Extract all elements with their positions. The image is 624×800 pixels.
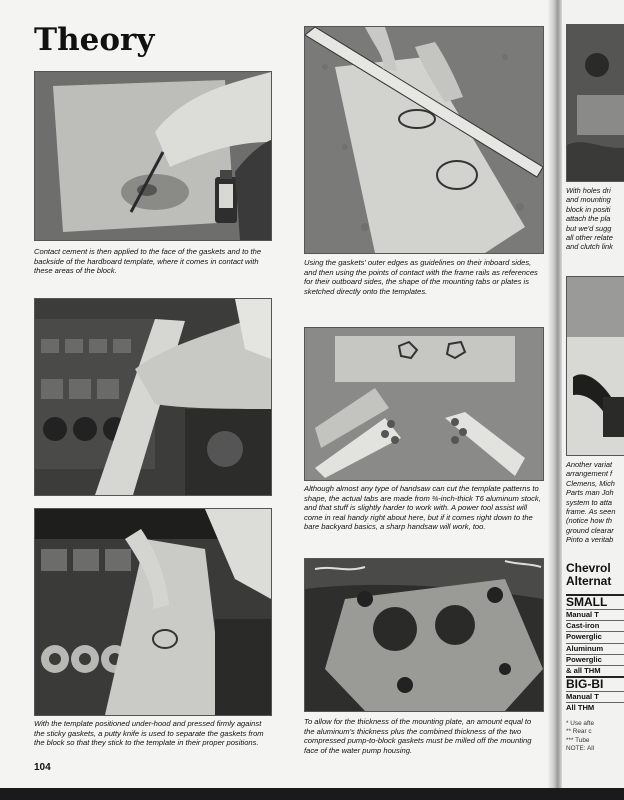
table-row: Cast-iron (566, 620, 624, 631)
next-page-table-notes: * Use afte ** Rear c *** Tube NOTE: All (566, 719, 595, 753)
next-page-table-title: Chevrol Alternat (566, 561, 612, 588)
caption-gasket-edges: Using the gaskets' outer edges as guidelines on their inboard sides, and then using the points of contact with the frame rails as references for their outboard sides, the shape of the mounting tabs or plates is sketched directly onto the templates. (304, 258, 538, 296)
page-number: 104 (34, 762, 51, 773)
table-row: Powerglic (566, 654, 624, 665)
photo-engine-template (34, 298, 272, 496)
table-row: Manual T (566, 609, 624, 620)
next-page-caption-mid: Another variat arrangement f Clemens, Mich Parts man Joh system to atta frame. As seen (notice how th ground clearar Pinto a veritab (566, 460, 616, 545)
table-row: SMALL (566, 594, 624, 609)
photo-water-pump-housing (304, 558, 544, 712)
table-row: & all THM (566, 665, 624, 676)
table-row: Aluminum (566, 643, 624, 654)
photo-contact-cement (34, 71, 272, 241)
caption-mounting-plate: To allow for the thickness of the mounting plate, an amount equal to the aluminum's thickness plus the combined thickness of the two compressed pump-to-block gaskets must be milled off the mounting face of the water pump housing. (304, 717, 532, 755)
photo-sketch-tabs (304, 26, 544, 254)
caption-handsaw: Although almost any type of handsaw can cut the template patterns to shape, the actual tabs are made from ⅜-inch-thick T6 aluminum stock, and that stuff is slightly harder to work with. A power tool assist will come in real handy right about here, but if it comes right down to the bare backyard basics, a sharp handsaw will work, too. (304, 484, 541, 532)
next-page-caption-top: With holes dri and mounting block in positi attach the pla but we'd sugg all other relate and clutch link (566, 186, 613, 252)
page-heading: Theory (34, 22, 155, 58)
next-page-table (566, 562, 624, 760)
photo-underhood-template (34, 508, 272, 716)
next-page-photo-top (566, 24, 624, 182)
next-page-photo-mid (566, 276, 624, 456)
table-row: BIG-BI (566, 676, 624, 691)
book-gutter (548, 0, 562, 800)
next-page-edge (562, 0, 624, 800)
table-row: Manual T (566, 691, 624, 702)
table-row: All THM (566, 702, 624, 713)
caption-template-underhood: With the template positioned under-hood and pressed firmly against the sticky gaskets, a putty knife is used to separate the gaskets from the block so that they stick to the template in their proper positions. (34, 719, 264, 748)
photo-aluminum-tabs (304, 327, 544, 481)
table-row: Powerglic (566, 631, 624, 642)
caption-contact-cement: Contact cement is then applied to the face of the gaskets and to the backside of the hardboard template, where it comes in contact with these areas of the block. (34, 247, 262, 276)
scan-bottom-edge (0, 788, 624, 800)
